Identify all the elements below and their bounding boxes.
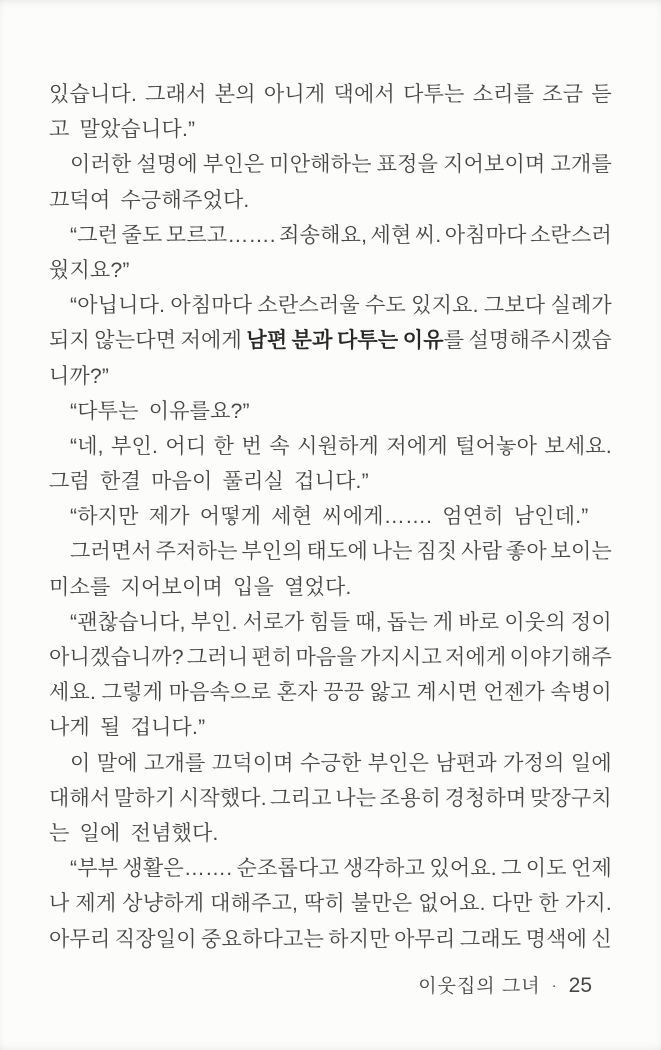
text-line: 그러면서 주저하는 부인의 태도에 나는 짐짓 사람 좋아 보이는 — [70, 540, 612, 564]
text-line: 웠지요?” — [49, 258, 130, 282]
text-line: “하지만 제가 어떻게 세현 씨에게……. 엄연히 남인데.” — [70, 505, 589, 529]
bold-phrase: 남편 — [246, 329, 288, 353]
text-line: 미소를 지어보이며 입을 열었다. — [49, 575, 352, 599]
text-line: 있습니다. 그래서 본의 아니게 댁에서 다투는 소리를 조금 듣 — [49, 83, 612, 106]
page-body — [49, 77, 612, 957]
text-line: “다투는 이유를요?” — [70, 399, 250, 423]
bold-phrase: 이유 — [402, 329, 444, 353]
bold-phrase: 다투는 — [336, 329, 399, 353]
text-line: 이러한 설명에 부인은 미안해하는 표정을 지어보이며 고개를 — [70, 153, 612, 177]
text-line: “그런 줄도 모르고……. 죄송해요, 세현 씨. 아침마다 소란스러 — [70, 223, 612, 247]
text-line: 되지 않는다면 저에게 남편 분과 다투는 이유를 설명해주시겠습 — [49, 329, 612, 353]
text-line: 아무리 직장일이 중요하다고는 하지만 아무리 그래도 명색에 신 — [49, 927, 612, 951]
text-line: 는 일에 전념했다. — [49, 821, 219, 845]
text-line: “괜찮습니다, 부인. 서로가 힘들 때, 돕는 게 바로 이웃의 정이 — [70, 610, 612, 634]
text-line: 이 말에 고개를 끄덕이며 수긍한 부인은 남편과 가정의 일에 — [70, 751, 612, 775]
text-line: 대해서 말하기 시작했다. 그리고 나는 조용히 경청하며 맞장구치 — [49, 786, 612, 810]
text-line: 세요. 그렇게 마음속으로 혼자 끙끙 앓고 계시면 언젠가 속병이 — [49, 681, 612, 705]
text-line: 나게 될 겁니다.” — [49, 716, 206, 740]
text-line: 나 제게 상냥하게 대해주고, 딱히 불만은 없어요. 다만 한 가지. — [49, 892, 612, 916]
text-line: 니까?” — [49, 364, 110, 388]
text-line: “아닙니다. 아침마다 소란스러울 수도 있지요. 그보다 실례가 — [70, 294, 612, 318]
text-line: “네, 부인. 어디 한 번 속 시원하게 저에게 털어놓아 보세요. — [70, 434, 612, 458]
text-line: 아니겠습니까? 그러니 편히 마음을 가지시고 저에게 이야기해주 — [49, 646, 612, 669]
page-footer — [418, 971, 592, 998]
running-title: 이웃집의 그녀 — [418, 976, 541, 997]
page-number: 25 — [568, 974, 592, 997]
text-line: 끄덕여 수긍해주었다. — [49, 188, 250, 212]
text-line: 고 말았습니다.” — [49, 118, 196, 142]
text-line: 그럼 한결 마음이 풀리실 겁니다.” — [49, 470, 369, 494]
footer-separator: · — [551, 977, 558, 994]
bold-phrase: 분과 — [291, 329, 333, 353]
text-line: “부부 생활은……. 순조롭다고 생각하고 있어요. 그 이도 언제 — [70, 857, 612, 881]
